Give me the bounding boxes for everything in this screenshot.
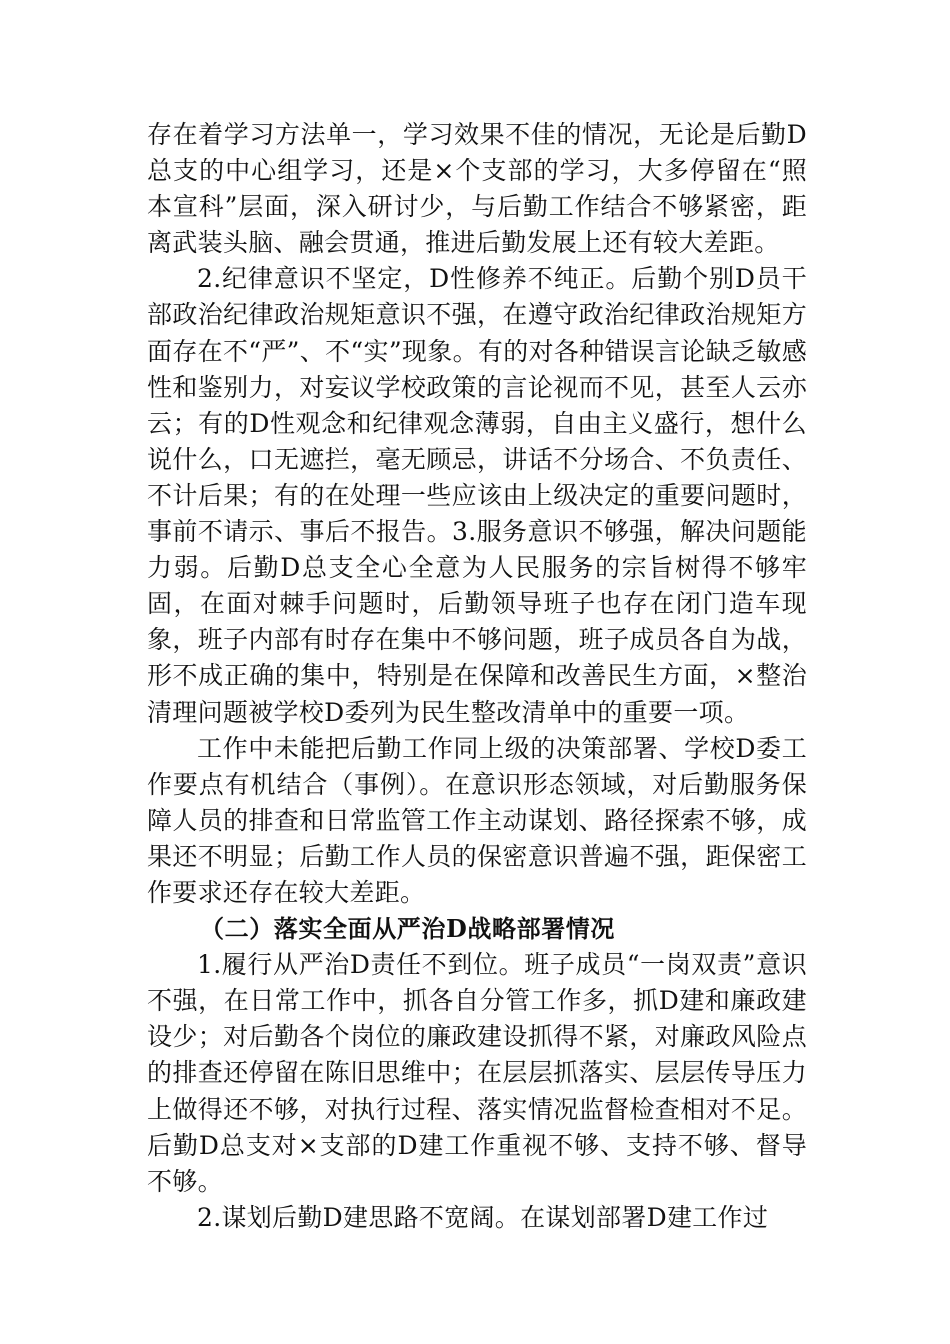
paragraph-planning: 2.谋划后勤D建思路不宽阔。在谋划部署D建工作过	[197, 1202, 769, 1232]
paragraph-responsibility: 1.履行从严治D责任不到位。班子成员“一岗双责”意识不强，在日常工作中，抓各自分管工作多，抓D建和廉政建设少；对后勤各个岗位的廉政建设抓得不紧，对廉政风险点的排查还停留在陈旧思维中；在层层抓落实、层层传导压力上做得还不够，对执行过程、落实情况监督检查相对不足。后勤D总支对×支部的D建工作重视不够、支持不够、督导不够。	[147, 950, 807, 1196]
paragraph-study-methods: 存在着学习方法单一，学习效果不佳的情况，无论是后勤D总支的中心组学习，还是×个支部的学习，大多停留在“照本宣科”层面，深入研讨少，与后勤工作结合不够紧密，距离武装头脑、融会贯通，推进后勤发展上还有较大差距。	[147, 120, 807, 258]
section-heading: （二）落实全面从严治D战略部署情况	[200, 914, 616, 944]
paragraph-work-integration: 工作中未能把后勤工作同上级的决策部署、学校D委工作要点有机结合（事例）。在意识形态领域，对后勤服务保障人员的排查和日常监管工作主动谋划、路径探索不够，成果还不明显；后勤工作人员的保密意识普遍不强，距保密工作要求还存在较大差距。	[147, 733, 807, 907]
paragraph-discipline-awareness: 2.纪律意识不坚定，D性修养不纯正。后勤个别D员干部政治纪律政治规矩意识不强，在遵守政治纪律政治规矩方面存在不“严”、不“实”现象。有的对各种错误言论缺乏敏感性和鉴别力，对妄议学校政策的言论视而不见，甚至人云亦云；有的D性观念和纪律观念薄弱，自由主义盛行，想什么说什么，口无遮拦，毫无顾忌，讲话不分场合、不负责任、不计后果；有的在处理一些应该由上级决定的重要问题时，事前不请示、事后不报告。3.服务意识不够强，解决问题能力弱。后勤D总支全心全意为人民服务的宗旨树得不够牢固，在面对棘手问题时，后勤领导班子也存在闭门造车现象，班子内部有时存在集中不够问题，班子成员各自为战，形不成正确的集中，特别是在保障和改善民生方面，×整治清理问题被学校D委列为民生整改清单中的重要一项。	[147, 264, 807, 727]
document-body	[147, 117, 807, 1236]
